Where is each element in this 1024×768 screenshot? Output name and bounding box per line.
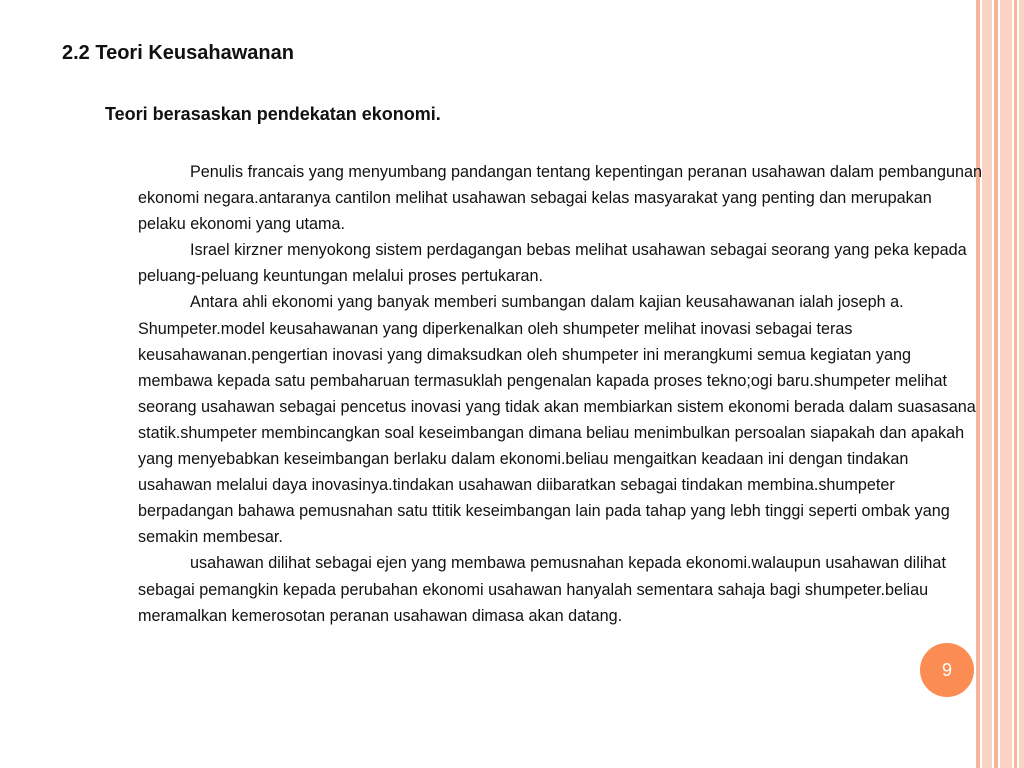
border-stripe	[1014, 0, 1017, 768]
border-stripe	[1000, 0, 1012, 768]
border-stripe	[994, 0, 998, 768]
paragraph: Israel kirzner menyokong sistem perdagangan bebas melihat usahawan sebagai seorang yang peka kepada peluang-peluang keuntungan melalui proses pertukaran.	[138, 241, 967, 286]
paragraph: Antara ahli ekonomi yang banyak memberi sumbangan dalam kajian keusahawanan ialah joseph a. Shumpeter.model keusahawanan yang diperkenalkan oleh shumpeter melihat inovasi sebagai teras keusahawanan.pengertian inovasi yang dimaksudkan oleh shumpeter ini merangkumi semua kegiatan yang membawa kepada satu pembaharuan termasuklah pengenalan kapada proses tekno;ogi baru.shumpeter melihat seorang usahawan sebagai pencetus inovasi yang tidak akan membiarkan sistem ekonomi berada dalam suasasana statik.shumpeter membincangkan soal keseimbangan dimana beliau menimbulkan persoalan siapakah dan apakah yang menyebabkan keseimbangan berlaku dalam ekonomi.beliau mengaitkan keadaan ini dengan tindakan usahawan melalui daya inovasinya.tindakan usahawan diibaratkan sebagai tindakan membina.shumpeter berpadangan bahawa pemusnahan satu ttitik keseimbangan lain pada tahap yang lebh tinggi seperti ombak yang semakin membesar.	[138, 293, 976, 547]
page-number-badge: 9	[920, 643, 974, 697]
slide-heading: 2.2 Teori Keusahawanan	[62, 42, 294, 64]
border-stripe	[1019, 0, 1024, 768]
paragraph: usahawan dilihat sebagai ejen yang membawa pemusnahan kepada ekonomi.walaupun usahawan dilihat sebagai pemangkin kepada perubahan ekonomi usahawan hanyalah sementara sahaja bagi shumpeter.beliau meramalkan kemerosotan peranan usahawan dimasa akan datang.	[138, 554, 946, 625]
slide-subheading: Teori berasaskan pendekatan ekonomi.	[105, 104, 441, 124]
decorative-border-stripes	[976, 0, 1024, 768]
body-text	[138, 159, 982, 629]
paragraph: Penulis francais yang menyumbang pandangan tentang kepentingan peranan usahawan dalam pembangunan ekonomi negara.antaranya cantilon melihat usahawan sebagai kelas masyarakat yang penting dan merupakan pelaku ekonomi yang utama.	[138, 163, 982, 234]
border-stripe	[982, 0, 992, 768]
